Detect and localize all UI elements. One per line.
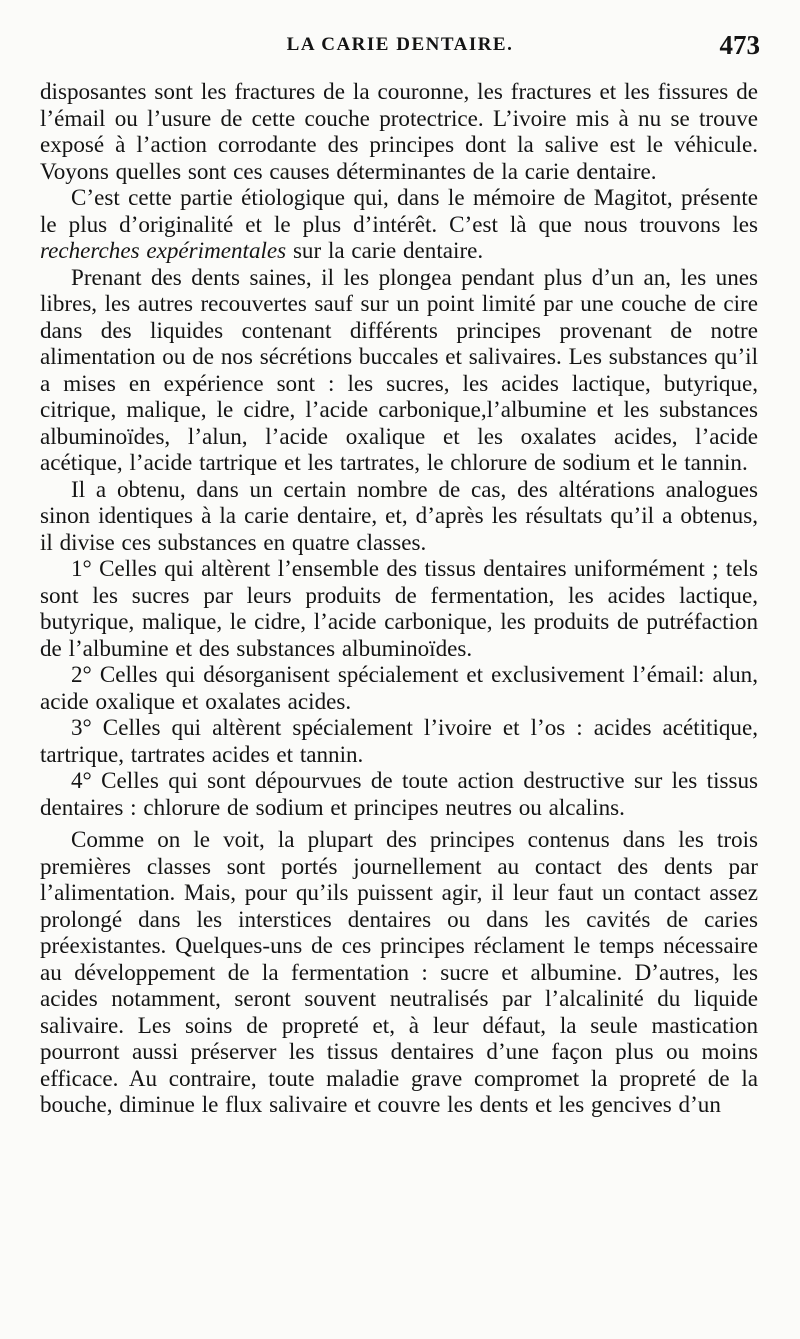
list-item-class-1: 1° Celles qui altèrent l’ensemble des tissus dentaires uniformément ; tels sont les sucres par leurs produits de fermentation, les acides lactique, butyrique, malique, le cidre, l’acide carbonique, les produits de putréfaction de l’albumine et des substances albuminoïdes. (40, 555, 758, 661)
paragraph-experiments: Prenant des dents saines, il les plongea pendant plus d’un an, les unes libres, les autres recouvertes sauf sur un point limité par une couche de cire dans des liquides contenant différents principes provenant de notre alimentation ou de nos sécrétions buccales et salivaires. Les substances qu’il a mises en expérience sont : les sucres, les acides lactique, butyrique, citrique, malique, le cidre, l’acide carbonique,l’albumine et les substances albuminoïdes, l’alun, l’acide oxalique et les oxalates acides, l’acide acétique, l’acide tartrique et les tartrates, le chlorure de sodium et le tannin. (40, 263, 758, 475)
list-item-class-4: 4° Celles qui sont dépourvues de toute action destructive sur les tissus dentaires : chlorure de sodium et principes neutres ou alcalins. (40, 767, 758, 820)
body-text (40, 78, 758, 1118)
paragraph-discussion: Comme on le voit, la plupart des principes contenus dans les trois premières classes sont portés journellement au contact des dents par l’alimentation. Mais, pour qu’ils puissent agir, il leur faut un contact assez prolongé dans les interstices dentaires ou dans les cavités de caries préexistantes. Quelques-uns de ces principes réclament le temps nécessaire au développement de la fermentation : sucre et albumine. D’autres, les acides notamment, seront souvent neutralisés par l’alcalinité du liquide salivaire. Les soins de propreté et, à leur défaut, la seule mastication pourront aussi préserver les tissus dentaires d’une façon plus ou moins efficace. Au contraire, toute maladie grave compromet la propreté de la bouche, diminue le flux salivaire et couvre les dents et les gencives d’un (40, 826, 758, 1117)
list-item-class-3: 3° Celles qui altèrent spécialement l’ivoire et l’os : acides acétitique, tartrique, tartrates acides et tannin. (40, 714, 758, 767)
paragraph-etiology (40, 184, 758, 264)
page-header (40, 30, 760, 68)
page-number: 473 (719, 30, 760, 60)
running-title: LA CARIE DENTAIRE. (286, 34, 514, 55)
paragraph-continuation: disposantes sont les fractures de la couronne, les fractures et les fissures de l’émail ou l’usure de cette couche protectrice. L’ivoire mis à nu se trouve exposé à l’action corrodante des principes dont la salive est le véhicule. Voyons quelles sont ces causes déterminantes de la carie dentaire. (40, 78, 758, 184)
paragraph-etiology-tail: sur la carie dentaire. (286, 237, 484, 263)
paragraph-classes-intro: Il a obtenu, dans un certain nombre de cas, des altérations analogues sinon identiques à la carie dentaire, et, d’après les résultats qu’il a obtenus, il divise ces substances en quatre classes. (40, 475, 758, 555)
list-item-class-2: 2° Celles qui désorganisent spécialement et exclusivement l’émail: alun, acide oxalique et oxalates acides. (40, 661, 758, 714)
experimental-research-emphasis: recherches expérimentales (40, 237, 287, 263)
paragraph-etiology-lead: C’est cette partie étiologique qui, dans le mémoire de Magitot, présente le plus d’originalité et le plus d’intérêt. C’est là que nous trouvons les (40, 184, 758, 237)
